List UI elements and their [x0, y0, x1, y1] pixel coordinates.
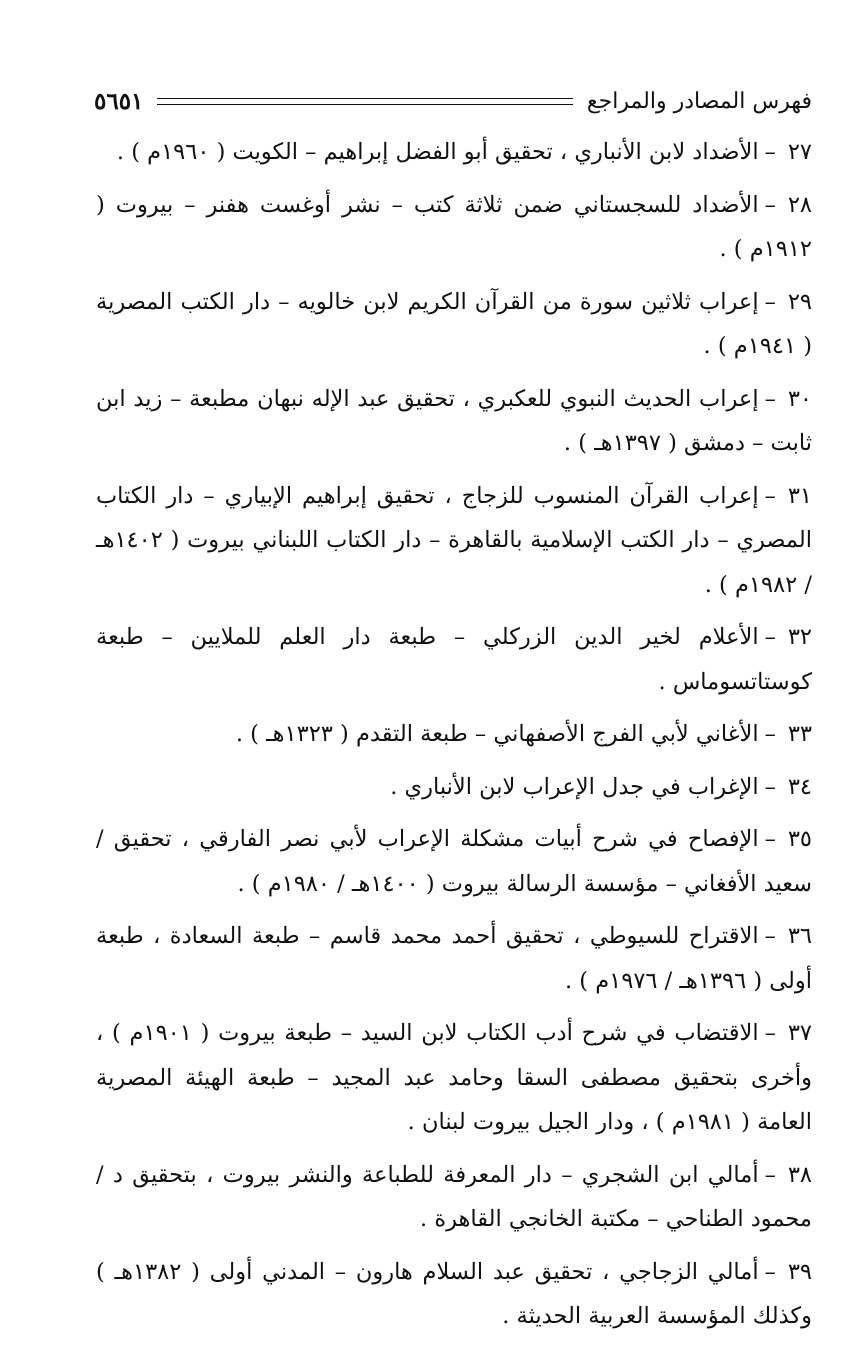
- entry-text: الأغاني لأبي الفرج الأصفهاني – طبعة التقدم ( ١٣٢٣هـ ) .: [235, 721, 759, 747]
- entry-number: ٢٩: [787, 288, 812, 315]
- bibliography-entry-32: ٣٢–الأعلام لخير الدين الزركلي – طبعة دار العلم للملايين – طبعة كوستاتسوماس .: [96, 624, 812, 695]
- entry-number: ٣٨: [787, 1161, 812, 1188]
- bibliography-entry-36: ٣٦–الاقتراح للسيوطي ، تحقيق أحمد محمد قاسم – طبعة السعادة ، طبعة أولى ( ١٣٩٦هـ / ١٩٧٦م ) .: [96, 923, 812, 994]
- header-double-rule: [157, 98, 572, 105]
- bibliography-entry-33: ٣٣–الأغاني لأبي الفرج الأصفهاني – طبعة التقدم ( ١٣٢٣هـ ) .: [235, 721, 812, 747]
- running-header: [94, 84, 812, 118]
- entry-text: الأضداد للسجستاني ضمن ثلاثة كتب – نشر أوغست هفنر – بيروت ( ١٩١٢م ) .: [96, 191, 812, 262]
- bibliography-list: [96, 130, 812, 1347]
- entry-text: إعراب الحديث النبوي للعكبري ، تحقيق عبد الإله نبهان مطبعة – زيد ابن ثابت – دمشق ( ١٣٩٧هـ ) .: [96, 385, 812, 456]
- entry-text: الأعلام لخير الدين الزركلي – طبعة دار العلم للملايين – طبعة كوستاتسوماس .: [96, 624, 812, 695]
- bibliography-entry-29: ٢٩–إعراب ثلاثين سورة من القرآن الكريم لابن خالويه – دار الكتب المصرية ( ١٩٤١م ) .: [96, 288, 812, 359]
- bibliography-entry-27: ٢٧–الأضداد لابن الأنباري ، تحقيق أبو الفضل إبراهيم – الكويت ( ١٩٦٠م ) .: [116, 139, 812, 165]
- entry-text: الاقتضاب في شرح أدب الكتاب لابن السيد – طبعة بيروت ( ١٩٠١م ) ، وأخرى بتحقيق مصطفى السقا وحامد عبد المجيد – طبعة الهيئة المصرية العامة ( ١٩٨١م ) ، ودار الجيل بيروت لبنان .: [96, 1020, 812, 1135]
- entry-text: أمالي ابن الشجري – دار المعرفة للطباعة والنشر بيروت ، بتحقيق د / محمود الطناحي – مكتبة الخانجي القاهرة .: [96, 1161, 812, 1232]
- entry-text: الإفصاح في شرح أبيات مشكلة الإعراب لأبي نصر الفارقي ، تحقيق / سعيد الأفغاني – مؤسسة الرسالة بيروت ( ١٤٠٠هـ / ١٩٨٠م ) .: [96, 826, 812, 897]
- entry-number: ٣٥: [787, 826, 812, 852]
- header-title: فهرس المصادر والمراجع: [586, 88, 812, 114]
- page-number: ٥٦٥١: [94, 87, 144, 115]
- bibliography-entry-39: ٣٩–أمالي الزجاجي ، تحقيق عبد السلام هارون – المدني أولى ( ١٣٨٢هـ ) وكذلك المؤسسة العربية الحديثة .: [96, 1258, 812, 1329]
- entry-text: إعراب ثلاثين سورة من القرآن الكريم لابن خالويه – دار الكتب المصرية ( ١٩٤١م ) .: [96, 288, 812, 359]
- bibliography-entry-38: ٣٨–أمالي ابن الشجري – دار المعرفة للطباعة والنشر بيروت ، بتحقيق د / محمود الطناحي – مكتبة الخانجي القاهرة .: [96, 1161, 812, 1232]
- bibliography-entry-34: ٣٤–الإغراب في جدل الإعراب لابن الأنباري .: [390, 773, 812, 800]
- entry-number: ٣٦: [787, 923, 812, 949]
- bibliography-entry-28: ٢٨–الأضداد للسجستاني ضمن ثلاثة كتب – نشر أوغست هفنر – بيروت ( ١٩١٢م ) .: [96, 191, 812, 262]
- bibliography-entry-30: ٣٠–إعراب الحديث النبوي للعكبري ، تحقيق عبد الإله نبهان مطبعة – زيد ابن ثابت – دمشق ( ١٣٩٧هـ ) .: [96, 385, 812, 456]
- entry-text: إعراب القرآن المنسوب للزجاج ، تحقيق إبراهيم الإبياري – دار الكتاب المصري – دار الكتب الإسلامية بالقاهرة – دار الكتاب اللبناني بيروت ( ١٤٠٢هـ / ١٩٨٢م ) .: [96, 482, 812, 598]
- entry-number: ٢٨: [787, 191, 812, 218]
- entry-number: ٣٧: [787, 1020, 812, 1046]
- entry-text: أمالي الزجاجي ، تحقيق عبد السلام هارون – المدني أولى ( ١٣٨٢هـ ) وكذلك المؤسسة العربية الحديثة .: [96, 1258, 812, 1329]
- entry-number: ٢٧: [787, 139, 812, 165]
- entry-text: الاقتراح للسيوطي ، تحقيق أحمد محمد قاسم – طبعة السعادة ، طبعة أولى ( ١٣٩٦هـ / ١٩٧٦م ) .: [96, 923, 812, 994]
- entry-text: الإغراب في جدل الإعراب لابن الأنباري .: [390, 773, 759, 800]
- bibliography-entry-37: ٣٧–الاقتضاب في شرح أدب الكتاب لابن السيد – طبعة بيروت ( ١٩٠١م ) ، وأخرى بتحقيق مصطفى السقا وحامد عبد المجيد – طبعة الهيئة المصرية العامة ( ١٩٨١م ) ، ودار الجيل بيروت لبنان .: [96, 1020, 812, 1135]
- entry-number: ٣٤: [787, 773, 812, 800]
- entry-number: ٣١: [787, 482, 812, 509]
- entry-number: ٣٠: [787, 385, 812, 412]
- bibliography-entry-35: ٣٥–الإفصاح في شرح أبيات مشكلة الإعراب لأبي نصر الفارقي ، تحقيق / سعيد الأفغاني – مؤسسة الرسالة بيروت ( ١٤٠٠هـ / ١٩٨٠م ) .: [96, 826, 812, 897]
- entry-text: الأضداد لابن الأنباري ، تحقيق أبو الفضل إبراهيم – الكويت ( ١٩٦٠م ) .: [116, 139, 759, 165]
- bibliography-entry-31: ٣١–إعراب القرآن المنسوب للزجاج ، تحقيق إبراهيم الإبياري – دار الكتاب المصري – دار الكتب الإسلامية بالقاهرة – دار الكتاب اللبناني بيروت ( ١٤٠٢هـ / ١٩٨٢م ) .: [96, 482, 812, 598]
- entry-number: ٣٩: [787, 1258, 812, 1285]
- entry-number: ٣٢: [787, 624, 812, 650]
- entry-number: ٣٣: [787, 721, 812, 747]
